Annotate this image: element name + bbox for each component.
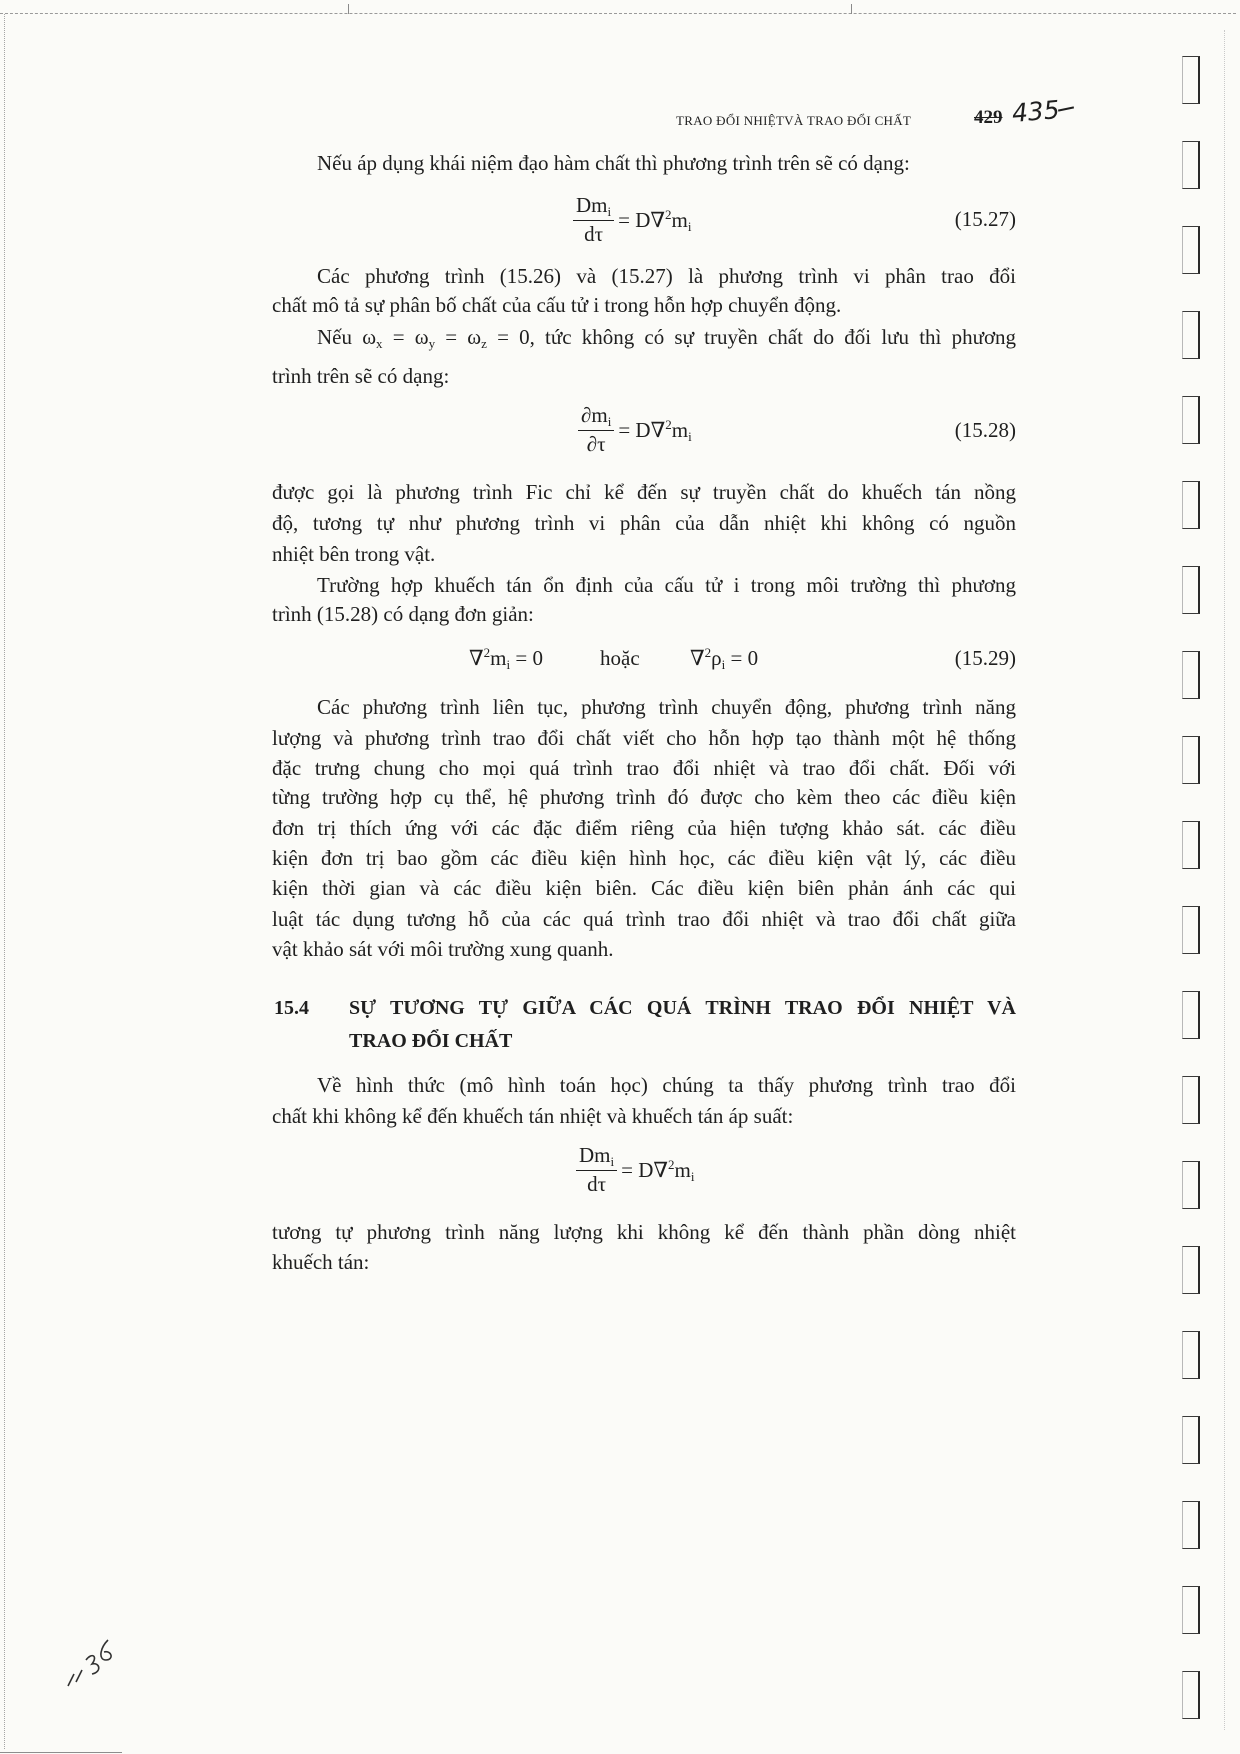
binder-punch-mark (1182, 906, 1200, 954)
body-text-line: tương tự phương trình năng lượng khi không kể đến thành phần dòng nhiệt (272, 1220, 1016, 1244)
body-text-line: đơn trị thích ứng với các đặc điểm riêng của hiện tượng khảo sát. các điều (272, 816, 1016, 840)
printed-page-number: 429 (974, 107, 1003, 128)
scan-left-edge (4, 14, 5, 1749)
equation-rhs: = $D\nabla^2m_i$ (618, 206, 692, 234)
binder-punch-mark (1182, 56, 1200, 104)
body-text-line: khuếch tán: (272, 1250, 370, 1274)
binder-punch-mark (1182, 226, 1200, 274)
scan-right-edge (1224, 30, 1225, 1730)
body-text-line: Trường hợp khuếch tán ổn định của cấu tử i trong môi trường thì phương (317, 573, 1016, 597)
binder-punch-mark (1182, 481, 1200, 529)
equation-15-27 (573, 188, 692, 252)
fraction-denominator: dτ (584, 222, 604, 246)
binder-punch-mark (1182, 1331, 1200, 1379)
equation-15-28 (578, 398, 692, 462)
section-title: SỰ TƯƠNG TỰ GIỮA CÁC QUÁ TRÌNH TRAO ĐỔI NHIỆT VÀ (349, 997, 1016, 1019)
body-text-line: Nếu áp dụng khái niệm đạo hàm chất thì phương trình trên sẽ có dạng: (317, 151, 910, 175)
fraction (576, 1142, 617, 1198)
scan-tick-mark (348, 4, 349, 14)
section-number: 15.4 (274, 997, 309, 1019)
binder-punch-mark (1182, 396, 1200, 444)
fraction (573, 192, 614, 248)
equation-connector: hoặc (600, 646, 640, 670)
binder-punch-mark (1182, 1586, 1200, 1634)
equation-rhs: = $D\nabla^2m_i$ (621, 1156, 695, 1184)
binder-punch-mark (1182, 651, 1200, 699)
body-text-line: từng trường hợp cụ thể, hệ phương trình đó được cho kèm theo các điều kiện (272, 785, 1016, 809)
scan-bottom-edge (0, 1752, 122, 1753)
binder-punch-mark (1182, 1501, 1200, 1549)
body-text-line: nhiệt bên trong vật. (272, 542, 436, 566)
fraction-numerator: $Dm_i$ (576, 1142, 617, 1171)
binder-punch-mark (1182, 141, 1200, 189)
binder-punch-mark (1182, 311, 1200, 359)
binder-punch-mark (1182, 1076, 1200, 1124)
body-text-line: độ, tương tự như phương trình vi phân của dẫn nhiệt khi không có nguồn (272, 511, 1016, 535)
running-title: TRAO ĐỔI NHIỆTVÀ TRAO ĐỔI CHẤT (676, 113, 912, 128)
binder-punch-mark (1182, 1416, 1200, 1464)
body-text-line: được gọi là phương trình Fic chỉ kể đến sự truyền chất do khuếch tán nồng (272, 480, 1016, 504)
handwritten-page-number: 435 (1010, 94, 1061, 128)
body-text-line: trình trên sẽ có dạng: (272, 364, 450, 388)
body-text-line: Về hình thức (mô hình toán học) chúng ta thấy phương trình trao đổi (317, 1073, 1016, 1097)
binder-punch-mark (1182, 991, 1200, 1039)
binder-punch-mark (1182, 736, 1200, 784)
body-text-line: kiện đơn trị bao gồm các điều kiện hình học, các điều kiện vật lý, các điều (272, 846, 1016, 870)
scan-top-edge (0, 13, 1236, 14)
handwritten-scribble (62, 1630, 122, 1692)
fraction-numerator: $\partial m_i$ (578, 402, 614, 431)
body-text-line: kiện thời gian và các điều kiện biên. Các điều kiện biên phản ánh các qui (272, 876, 1016, 900)
fraction-numerator: $Dm_i$ (573, 192, 614, 221)
equation-mass-transfer (576, 1138, 695, 1202)
equation-15-29-left: $\nabla^2m_i = 0$ (469, 645, 543, 672)
equation-number: (15.29) (954, 646, 1016, 670)
equation-number: (15.28) (954, 418, 1016, 442)
body-text-line: đặc trưng chung cho mọi quá trình trao đổi nhiệt và trao đổi chất. Đối với (272, 756, 1016, 780)
handwritten-stroke (1058, 106, 1074, 111)
binder-punch-mark (1182, 1161, 1200, 1209)
scan-tick-mark (851, 4, 852, 14)
equation-15-29-right: $\nabla^2\rho_i = 0$ (690, 645, 759, 672)
fraction-denominator: ∂τ (586, 432, 606, 456)
body-text-line: lượng và phương trình trao đổi chất viết cho hỗn hợp tạo thành một hệ thống (272, 726, 1016, 750)
body-text-line: Nếu $\omega_x = \omega_y = \omega_z = 0$, tức không có sự truyền chất do đối lưu thì phương (317, 325, 1017, 351)
binder-punch-mark (1182, 821, 1200, 869)
equation-rhs: = $D\nabla^2m_i$ (618, 416, 692, 444)
fraction (578, 402, 614, 458)
binder-punch-mark (1182, 1671, 1200, 1719)
body-text-line: Các phương trình liên tục, phương trình chuyển động, phương trình năng (317, 695, 1016, 719)
body-text-line: Các phương trình (15.26) và (15.27) là phương trình vi phân trao đổi (317, 264, 1016, 288)
body-text-line: trình (15.28) có dạng đơn giản: (272, 602, 534, 626)
binder-punch-mark (1182, 1246, 1200, 1294)
body-text-line: luật tác dụng tương hỗ của các quá trình trao đổi nhiệt và trao đổi chất giữa (272, 907, 1016, 931)
section-title: TRAO ĐỔI CHẤT (349, 1030, 513, 1052)
body-text-line: chất mô tả sự phân bố chất của cấu tử i trong hỗn hợp chuyển động. (272, 293, 842, 317)
fraction-denominator: dτ (587, 1172, 607, 1196)
equation-number: (15.27) (954, 207, 1016, 231)
body-text-line: vật khảo sát với môi trường xung quanh. (272, 937, 614, 961)
body-text-line: chất khi không kể đến khuếch tán nhiệt và khuếch tán áp suất: (272, 1104, 794, 1128)
binder-punch-mark (1182, 566, 1200, 614)
